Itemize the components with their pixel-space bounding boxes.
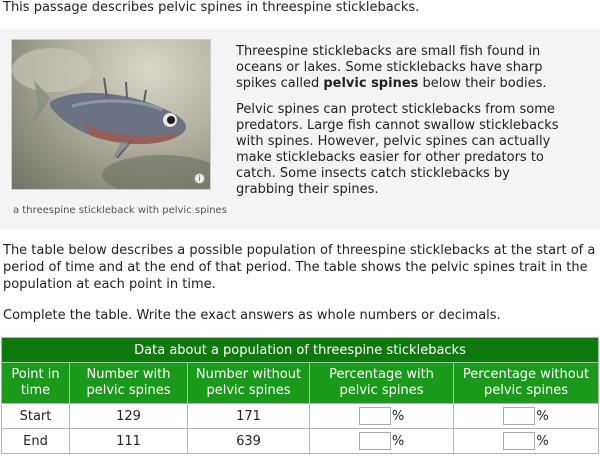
header-percentage-without: Percentage without pelvic spines: [454, 363, 599, 404]
passage-paragraph-2: Pelvic spines can protect sticklebacks from some predators. Large fish cannot swallow sticklebacks with spines. However, pelvic spines can actually make sticklebacks easier for other predators to catch. Some insects catch sticklebacks by grabbing their spines.: [236, 102, 559, 197]
intro-text: This passage describes pelvic spines in threespine sticklebacks.: [3, 0, 420, 15]
percent-sign: %: [536, 408, 549, 424]
end-percentage-without-input[interactable]: [503, 432, 535, 450]
row-start-without: 171: [188, 404, 310, 429]
start-percentage-with-input[interactable]: [359, 407, 391, 425]
header-number-without: Number without pelvic spines: [188, 363, 310, 404]
row-end-point: End: [2, 429, 70, 454]
end-percentage-with-input[interactable]: [359, 432, 391, 450]
table-row: [2, 429, 599, 454]
population-table: [1, 337, 599, 454]
stickleback-photo: [11, 39, 211, 190]
start-percentage-without-input[interactable]: [503, 407, 535, 425]
header-point-in-time: Point in time: [2, 363, 70, 404]
row-start-point: Start: [2, 404, 70, 429]
stickleback-illustration: [12, 40, 211, 190]
table-title: Data about a population of threespine sticklebacks: [2, 338, 599, 363]
row-end-with: 111: [70, 429, 188, 454]
percent-sign: %: [391, 433, 405, 449]
table-row: [2, 404, 599, 429]
info-icon[interactable]: i: [194, 173, 205, 184]
passage-text: [236, 44, 566, 208]
passage-box: [0, 29, 600, 229]
header-percentage-with: Percentage with pelvic spines: [310, 363, 454, 404]
header-number-with: Number with pelvic spines: [70, 363, 188, 404]
row-start-with: 129: [70, 404, 188, 429]
row-end-without: 639: [188, 429, 310, 454]
image-caption: a threespine stickleback with pelvic spines: [13, 205, 227, 216]
table-description: The table below describes a possible population of threespine sticklebacks at the start of a period of time and at the end of that period. The table shows the pelvic spines trait in the population at each point in time.: [3, 243, 596, 292]
passage-paragraph-1: Threespine sticklebacks are small fish found in oceans or lakes. Some sticklebacks have sharp spikes called pelvic spines below their bodies.: [236, 44, 547, 91]
percent-sign: %: [536, 433, 549, 449]
pelvic-spines-term: pelvic spines: [323, 76, 419, 91]
instructions: Complete the table. Write the exact answers as whole numbers or decimals.: [3, 308, 501, 323]
percent-sign: %: [391, 408, 405, 424]
